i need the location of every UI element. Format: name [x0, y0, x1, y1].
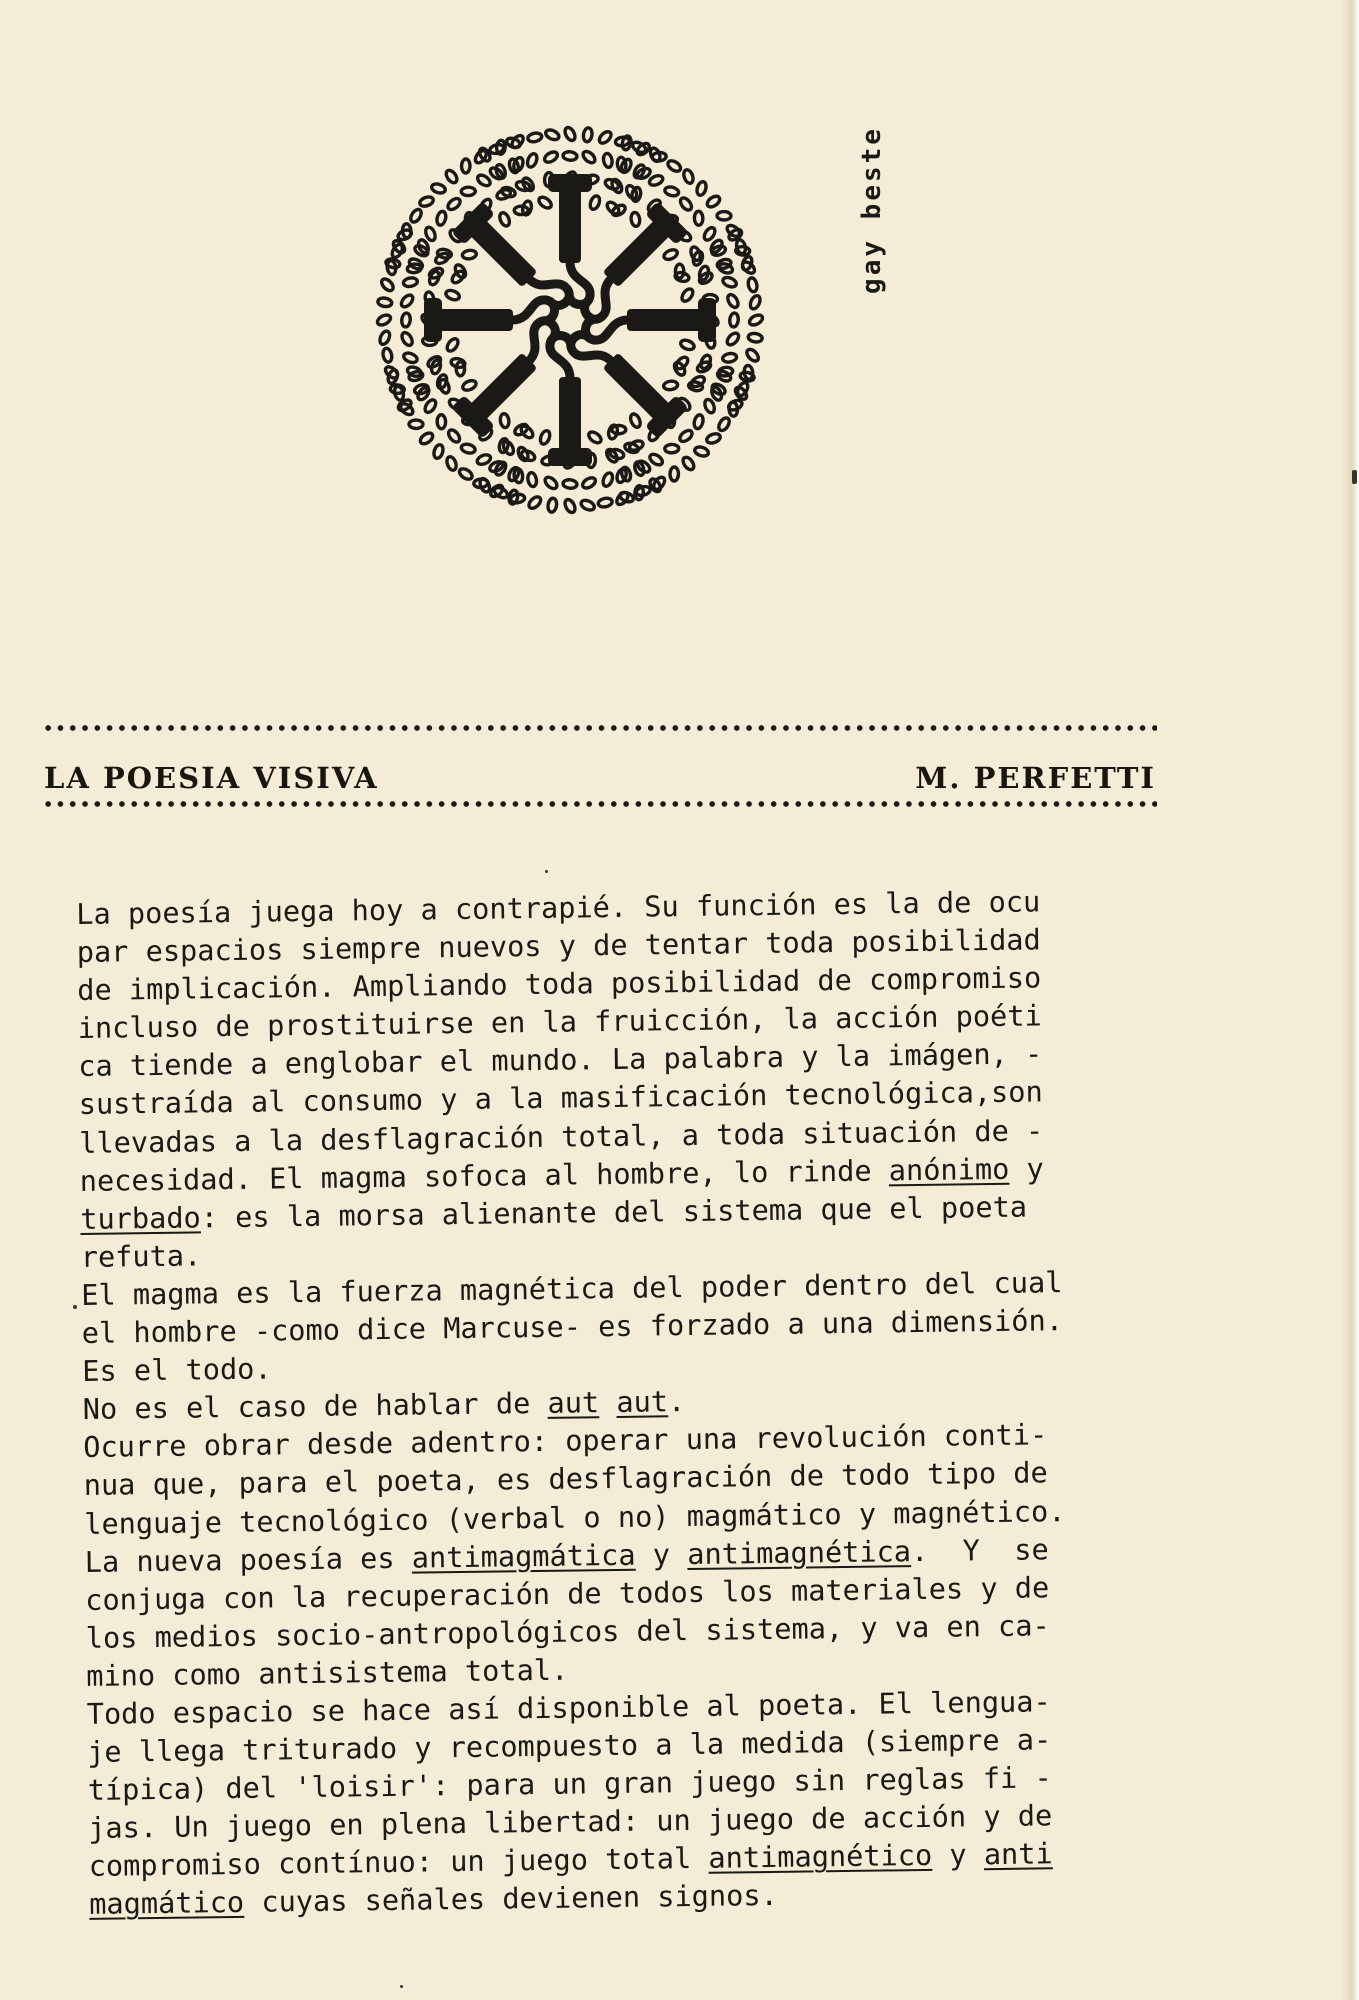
text-segment: y	[931, 1837, 985, 1873]
article-title: LA POESIA VISIVA	[44, 761, 379, 795]
underlined-word: aut	[616, 1384, 669, 1420]
side-credit-text: gay beste	[857, 126, 888, 294]
text-segment: refuta.	[80, 1238, 202, 1274]
text-segment: conjuga con la recuperación de todos los materiales y de	[85, 1570, 1050, 1617]
text-segment: Ocurre obrar desde adentro: operar una revolución conti-	[83, 1417, 1048, 1465]
typographic-mandala-icon	[355, 105, 785, 535]
text-segment: mino como antisistema total.	[85, 1652, 569, 1693]
text-segment: . Y se	[910, 1531, 1049, 1568]
text-segment: par espacios siempre nuevos y de tentar toda posibilidad	[76, 922, 1041, 970]
text-segment: Es el todo.	[82, 1351, 272, 1389]
article-body	[76, 881, 1189, 1924]
text-segment: jas. Un juego en plena libertad: un juego de acción y de	[87, 1798, 1053, 1846]
dotted-rule-top	[42, 724, 1157, 732]
text-segment: los medios socio-antropológicos del sistema, y va en ca-	[85, 1608, 1050, 1655]
text-segment: llevadas a la desflagración total, a toda situación de -	[79, 1112, 1044, 1160]
text-segment: y	[1009, 1151, 1044, 1186]
text-segment: La poesía juega hoy a contrapié. Su función es la de ocu	[76, 884, 1041, 931]
text-segment: de implicación. Ampliando toda posibilidad de compromiso	[77, 960, 1042, 1008]
text-segment: y	[635, 1536, 688, 1572]
ink-speck	[400, 1985, 403, 1988]
text-segment: necesidad. El magma sofoca al hombre, lo rinde	[79, 1153, 890, 1198]
text-segment: .	[667, 1384, 686, 1419]
side-credit	[842, 126, 902, 294]
text-segment: nua que, para el poeta, es desflagración de todo tipo de	[83, 1455, 1048, 1503]
text-segment: típica) del 'loisir': para un gran juego sin reglas fi -	[87, 1760, 1052, 1808]
ink-speck	[1352, 470, 1357, 484]
text-segment: El magma es la fuerza magnética del poder dentro del cual	[81, 1265, 1063, 1312]
text-segment: sustraída al consumo y a la masificación tecnológica,son	[78, 1074, 1043, 1122]
text-segment: cuyas señales devienen signos.	[243, 1878, 778, 1920]
text-segment: Todo espacio se hace así disponible al poeta. El lengua-	[86, 1684, 1051, 1731]
underlined-word: magmático	[88, 1885, 245, 1922]
ink-speck	[73, 1305, 77, 1309]
underlined-word: antimagmática	[411, 1537, 636, 1575]
text-segment: No es el caso de hablar de	[82, 1386, 548, 1427]
text-segment: ca tiende a englobar el mundo. La palabra y la imágen, -	[78, 1036, 1043, 1084]
underlined-word: aut	[547, 1385, 600, 1421]
text-segment: : es la morsa alienante del sistema que el poeta	[200, 1189, 1028, 1235]
ink-speck	[545, 870, 548, 873]
text-segment: je llega triturado y recompuesto a la medida (siempre a-	[86, 1722, 1052, 1769]
text-segment: incluso de prostituirse en la fruicción, la acción poéti	[77, 998, 1042, 1046]
text-segment	[599, 1385, 617, 1419]
underlined-word: antimagnética	[686, 1533, 912, 1571]
text-segment: lenguaje tecnológico (verbal o no) magmático y magnético.	[84, 1493, 1066, 1541]
text-segment: compromiso contínuo: un juego total	[88, 1841, 709, 1884]
article-header	[44, 758, 1156, 798]
underlined-word: antimagnético	[708, 1838, 933, 1876]
text-segment: La nueva poesía es	[84, 1540, 413, 1579]
text-segment: el hombre -como dice Marcuse- es forzado a una dimensión.	[81, 1303, 1064, 1350]
article-author: M. PERFETTI	[915, 761, 1156, 795]
underlined-word: turbado	[80, 1200, 201, 1236]
underlined-word: anti	[983, 1836, 1053, 1872]
dotted-rule-bottom	[42, 800, 1157, 808]
page-edge	[1341, 0, 1359, 2000]
underlined-word: anónimo	[888, 1151, 1010, 1188]
